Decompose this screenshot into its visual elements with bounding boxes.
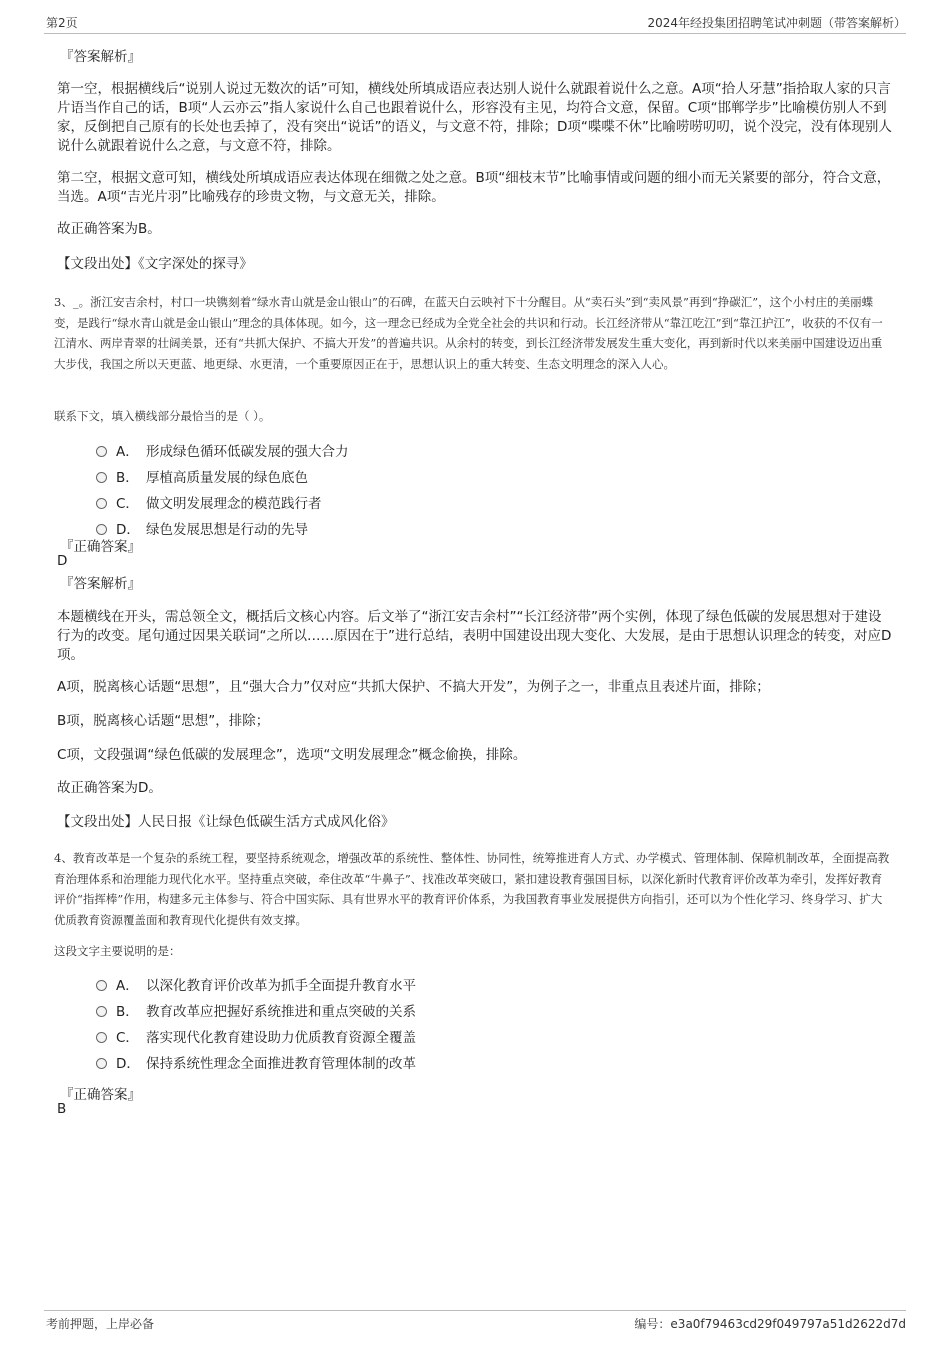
document-title: 2024年经投集团招聘笔试冲刺题（带答案解析）: [647, 16, 906, 30]
q3-analysis-paragraph-3: B项，脱离核心话题“思想”，排除；: [57, 713, 270, 729]
footer-slogan: 考前押题，上岸必备: [46, 1317, 155, 1331]
header-divider: [44, 33, 906, 34]
q3-stem: 3、_。浙江安吉余村，村口一块镌刻着“绿水青山就是金山银山”的石碑，在蓝天白云映衬下十分醒目。从“卖石头”到“卖风景”再到“挣碳汇”，这个小村庄的美丽蝶变，是践行“绿水青山就是金山银山”理念的具体体现。如今，这一理念已经成为全党全社会的共识和行动。长江经济带从“靠江吃江”到“靠江护江”，收获的不仅有一江清水、两岸青翠的壮阔美景，还有“共抓大保护、不搞大开发”的普遍共识。从余村的转变，到长江经济带发展发生重大变化，再到新时代以来美丽中国建设迈出重大步伐，我国之所以天更蓝、地更绿、水更清，一个重要原因正在于，思想认识上的重大转变、生态文明理念的深入人心。: [54, 295, 883, 371]
footer-divider: [44, 1310, 906, 1311]
q4-option-b[interactable]: B． 教育改革应把握好系统推进和重点突破的关系: [96, 1002, 416, 1022]
q3-conclusion: 故正确答案为D。: [57, 780, 162, 796]
q3-option-a[interactable]: A． 形成绿色循环低碳发展的强大合力: [96, 442, 349, 462]
q4-answer-label: 『正确答案』: [60, 1087, 141, 1103]
q3-option-d[interactable]: D． 绿色发展思想是行动的先导: [96, 520, 308, 540]
q3-analysis-paragraph-1: 本题横线在开头，需总领全文，概括后文核心内容。后文举了“浙江安吉余村”“长江经济带”两个实例，体现了绿色低碳的发展思想对于建设行为的改变。尾句通过因果关联词“之所以……原因在于”进行总结，表明中国建设出现大变化、大发展，是由于思想认识理念的转变，对应D项。: [57, 609, 892, 663]
q3-analysis-paragraph-4: C项，文段强调“绿色低碳的发展理念”，选项“文明发展理念”概念偷换，排除。: [57, 747, 527, 763]
radio-icon[interactable]: [96, 1032, 107, 1043]
q3-option-b[interactable]: B． 厚植高质量发展的绿色底色: [96, 468, 308, 488]
radio-icon[interactable]: [96, 980, 107, 991]
q3-source: 【文段出处】人民日报《让绿色低碳生活方式成风化俗》: [57, 814, 395, 830]
footer-code-label: 编号：: [634, 1317, 671, 1331]
radio-icon[interactable]: [96, 1006, 107, 1017]
footer-code: [634, 1315, 906, 1332]
q4-option-a[interactable]: A． 以深化教育评价改革为抓手全面提升教育水平: [96, 976, 416, 996]
q4-option-c[interactable]: C． 落实现代化教育建设助力优质教育资源全覆盖: [96, 1028, 416, 1048]
radio-icon[interactable]: [96, 1058, 107, 1069]
footer-code-value: e3a0f79463cd29f049797a51d2622d7d: [670, 1317, 906, 1331]
radio-icon[interactable]: [96, 472, 107, 483]
q4-prompt: 这段文字主要说明的是：: [54, 944, 181, 958]
radio-icon[interactable]: [96, 498, 107, 509]
q3-analysis-paragraph-2: A项，脱离核心话题“思想”，且“强大合力”仅对应“共抓大保护、不搞大开发”，为例子之一，非重点且表述片面，排除；: [57, 679, 770, 695]
q3-answer: D: [57, 553, 68, 569]
q2-analysis-label: 『答案解析』: [60, 49, 141, 65]
q2-analysis-paragraph-2: 第二空，根据文意可知，横线处所填成语应表达体现在细微之处之意。B项“细枝末节”比喻事情或问题的细小而无关紧要的部分，符合文意，当选。A项“吉光片羽”比喻残存的珍贵文物，与文意无关，排除。: [57, 170, 891, 205]
q2-analysis-paragraph-1: 第一空，根据横线后“说别人说过无数次的话”可知，横线处所填成语应表达别人说什么就跟着说什么之意。A项“拾人牙慧”指拾取人家的只言片语当作自己的话，B项“人云亦云”指人家说什么自己也跟着说什么，形容没有主见，均符合文意，保留。C项“邯郸学步”比喻模仿别人不到家，反倒把自己原有的长处也丢掉了，没有突出“说话”的语义，与文意不符，排除；D项“喋喋不休”比喻唠唠叨叨，说个没完，没有体现别人说什么就跟着说什么之意，与文意不符，排除。: [57, 81, 892, 154]
q3-answer-label: 『正确答案』: [60, 539, 141, 555]
q4-option-d[interactable]: D． 保持系统性理念全面推进教育管理体制的改革: [96, 1054, 416, 1074]
q2-conclusion: 故正确答案为B。: [57, 221, 161, 237]
page-number: 第2页: [46, 16, 78, 30]
q3-analysis-label: 『答案解析』: [60, 576, 141, 592]
q3-prompt: 联系下文，填入横线部分最恰当的是（ ）。: [54, 409, 271, 423]
q2-source: 【文段出处】《文字深处的探寻》: [57, 256, 253, 272]
radio-icon[interactable]: [96, 446, 107, 457]
radio-icon[interactable]: [96, 524, 107, 535]
q4-stem: 4、教育改革是一个复杂的系统工程，要坚持系统观念，增强改革的系统性、整体性、协同性，统筹推进育人方式、办学模式、管理体制、保障机制改革，全面提高教育治理体系和治理能力现代化水平。坚持重点突破，牵住改革“牛鼻子”、找准改革突破口，紧扣建设教育强国目标，以深化新时代教育评价改革为牵引，发挥好教育评价“指挥棒”作用，构建多元主体参与、符合中国实际、具有世界水平的教育评价体系，为我国教育事业发展提供方向指引，还可以为个性化学习、终身学习、扩大优质教育资源覆盖面和教育现代化提供有效支撑。: [54, 851, 890, 927]
q4-answer: B: [57, 1101, 67, 1117]
q3-option-c[interactable]: C． 做文明发展理念的模范践行者: [96, 494, 322, 514]
